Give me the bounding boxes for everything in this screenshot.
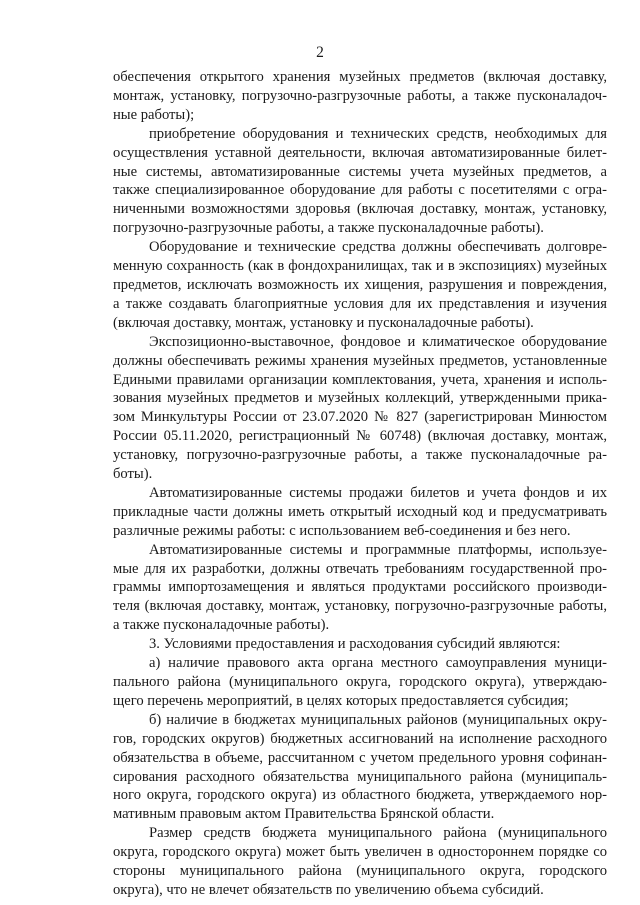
text-line: 3. Условиями предоставления и расходования субсидий являются:	[149, 636, 561, 653]
text-line: предметов, исключать возможность их хищения, разрушения и повреждения,	[113, 276, 607, 293]
text-line: стороны муниципального района (муниципального округа, городского	[113, 863, 607, 880]
paragraph-exhibition	[113, 333, 607, 484]
document-body	[113, 68, 607, 900]
text-line: а) наличие правового акта органа местного самоуправления муници-	[149, 655, 607, 672]
text-line: а также создавать благоприятные условия для их представления и изучения	[113, 295, 607, 312]
text-line: гов, городских округов) бюджетных ассигнований на исполнение расходного	[113, 730, 607, 747]
text-line: погрузочно-разгрузочные работы, а также пусконаладочные работы).	[113, 220, 544, 237]
text-line: теля (включая доставку, монтаж, установку, погрузочно-разгрузочные работы,	[113, 598, 607, 615]
text-line: ные работы);	[113, 106, 195, 123]
text-line: Автоматизированные системы продажи билетов и учета фондов и их	[149, 484, 607, 501]
paragraph-software	[113, 541, 607, 636]
text-line: должны обеспечивать режимы хранения музейных предметов, установленные	[113, 352, 607, 369]
paragraph-equipment-req	[113, 238, 607, 333]
text-line: б) наличие в бюджетах муниципальных районов (муниципальных окру-	[149, 711, 607, 728]
text-line: Экспозиционно-выставочное, фондовое и климатическое оборудование	[149, 333, 607, 350]
text-line: боты).	[113, 466, 153, 483]
paragraph-cont	[113, 68, 607, 125]
text-line: ные системы, автоматизированные системы учета музейных предметов, а	[113, 163, 607, 180]
paragraph-budget-size	[113, 824, 607, 900]
text-line: граммы импортозамещения и являться продуктами российского производи-	[113, 579, 607, 596]
text-line: Размер средств бюджета муниципального района (муниципального	[149, 825, 607, 842]
text-line: сирования расходного обязательства муниципального района (муниципаль-	[113, 768, 607, 785]
paragraph-cond-a	[113, 654, 607, 711]
text-line: прикладные части должны иметь открытый исходный код и предусматривать	[113, 503, 607, 520]
text-line: пального района (муниципального округа, городского округа), утверждаю-	[113, 674, 607, 690]
paragraph-conditions	[113, 635, 607, 654]
text-line: обязательства в объеме, рассчитанном с учетом предельного уровня софинан-	[113, 749, 607, 766]
text-line: мативным правовым актом Правительства Брянской области.	[113, 806, 495, 823]
text-line: (включая доставку, монтаж, установку и пусконаладочные работы).	[113, 314, 534, 331]
text-line: обеспечения открытого хранения музейных предметов (включая доставку,	[113, 69, 607, 85]
paragraph-cond-b	[113, 711, 607, 824]
text-line: а также пусконаладочные работы).	[113, 617, 330, 634]
text-line: зования музейных предметов и музейных коллекций, утвержденными прика-	[113, 390, 607, 407]
text-line: установку, погрузочно-разгрузочные работы, а также пусконаладочные ра-	[113, 447, 607, 464]
paragraph-ticketing	[113, 484, 607, 541]
text-line: также специализированное оборудование для работы с посетителями с огра-	[113, 182, 607, 199]
text-line: щего перечень мероприятий, в целях которых предоставляется субсидия;	[113, 692, 569, 709]
text-line: различные режимы работы: с использованием веб-соединения и без него.	[113, 522, 571, 539]
text-line: монтаж, установку, погрузочно-разгрузочные работы, а также пусконаладоч-	[113, 87, 607, 104]
text-line: менную сохранность (как в фондохранилищах, так и в экспозициях) музейных	[113, 258, 607, 275]
paragraph-equipment-acq	[113, 125, 607, 238]
page-number: 2	[316, 44, 324, 61]
text-line: ниченными возможностями здоровья (включая доставку, монтаж, установку,	[113, 201, 607, 218]
text-line: ного округа, городского округа) из областного бюджета, утверждаемого нор-	[113, 787, 607, 804]
text-line: Едиными правилами организации комплектования, учета, хранения и исполь-	[113, 371, 607, 388]
text-line: приобретение оборудования и технических средств, необходимых для	[149, 125, 607, 142]
text-line: Оборудование и технические средства должны обеспечивать долговре-	[149, 239, 607, 256]
text-line: зом Минкультуры России от 23.07.2020 № 827 (зарегистрирован Минюстом	[113, 409, 607, 426]
text-line: осуществления уставной деятельности, включая автоматизированные билет-	[113, 144, 607, 161]
text-line: округа, городского округа) может быть увеличен в одностороннем порядке со	[113, 844, 607, 861]
text-line: Автоматизированные системы и программные платформы, используе-	[149, 541, 607, 558]
text-line: округа), что не влечет обязательств по увеличению объема субсидий.	[113, 881, 544, 898]
text-line: мые для их разработки, должны отвечать требованиям государственной про-	[113, 560, 607, 577]
text-line: России 05.11.2020, регистрационный № 60748) (включая доставку, монтаж,	[113, 428, 607, 445]
